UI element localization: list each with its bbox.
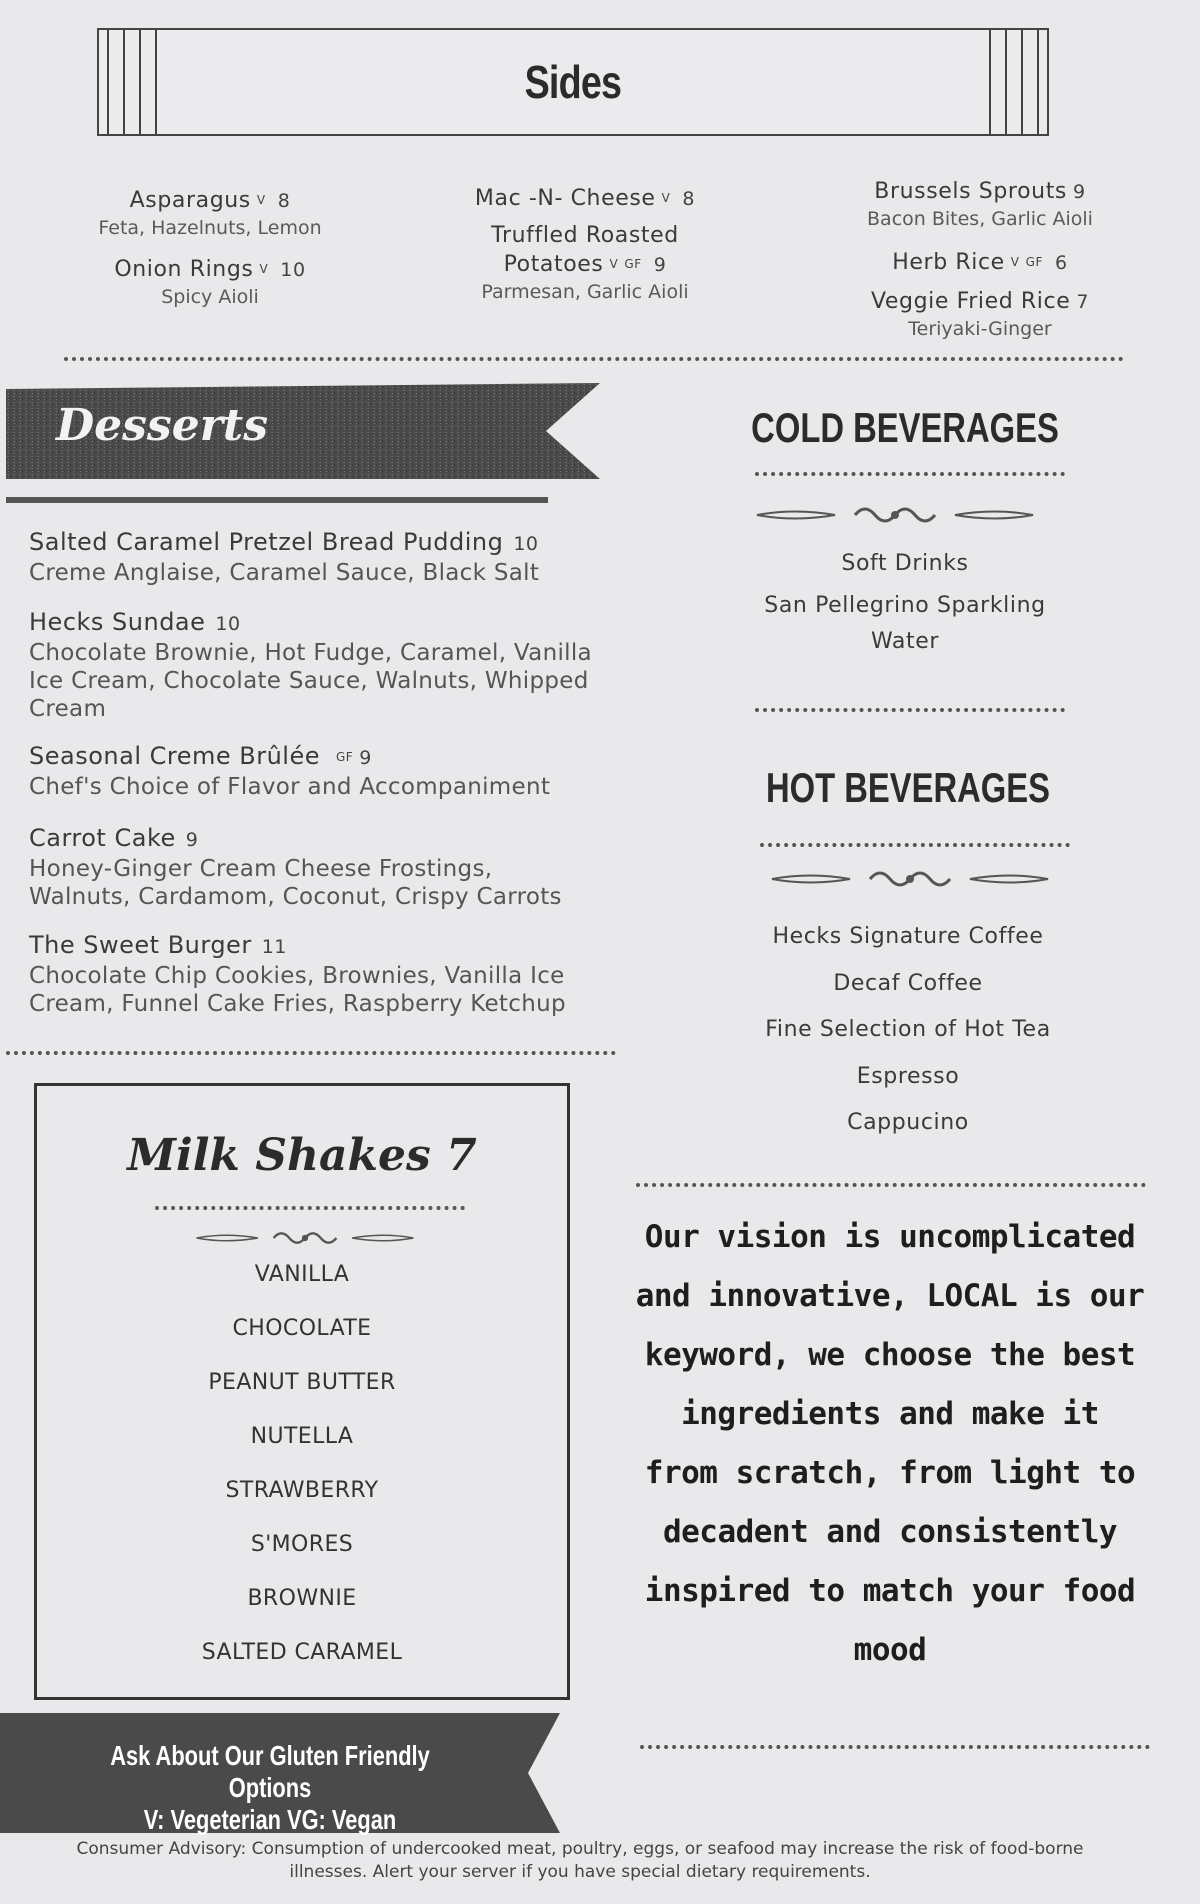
hot-beverages-title: HOT BEVERAGES [766,764,1050,811]
dessert-item-bread-pudding: Salted Caramel Pretzel Bread Pudding 10 Creme Anglaise, Caramel Sauce, Black Salt [29,528,540,586]
bev-item-cappucino: Cappucino [847,1110,969,1135]
divider-dotted [760,843,1070,847]
vision-statement: Our vision is uncomplicated and innovative, LOCAL is our keyword, we choose the best ingredients and make it from scratch, from light to decadent and consistently inspired to match your food mood [635,1219,1145,1668]
divider-dotted [6,1051,616,1055]
banner-stripes-left [107,30,157,134]
milk-shakes-title: Milk Shakes 7 [127,1130,477,1181]
divider-dotted [155,1206,465,1210]
side-item-herb-rice: Herb Rice V GF 6 [892,250,1068,275]
shake-item: VANILLA [254,1262,350,1287]
shake-item: CHOCOLATE [232,1316,372,1341]
dessert-item-creme-brulee: Seasonal Creme Brûlée GF 9 Chef's Choice of Flavor and Accompaniment [29,742,551,800]
divider-dotted [755,708,1065,712]
side-item-truffled-potatoes: Truffled Roasted Potatoes V GF 9 Parmesan, Garlic Aioli [481,223,689,303]
side-item-onion-rings: Onion Rings V 10 Spicy Aioli [114,257,306,308]
shake-item: SALTED CARAMEL [201,1640,403,1665]
shake-item: PEANUT BUTTER [208,1370,396,1395]
side-item-asparagus: Asparagus V 8 Feta, Hazelnuts, Lemon [98,188,322,239]
sides-banner [97,28,1049,136]
side-item-mac-n-cheese: Mac -N- Cheese V 8 [474,186,696,211]
gluten-banner-text: Ask About Our Gluten Friendly Options V: Vegeterian VG: Vegan [110,1740,430,1835]
shake-item: BROWNIE [247,1586,357,1611]
flourish-ornament-icon [770,862,1050,896]
consumer-advisory: Consumer Advisory: Consumption of undercooked meat, poultry, eggs, or seafood may increase the risk of food-borne illnesses. Alert your server if you have special dietary requirements. [76,1839,1084,1882]
divider-dotted [64,357,1124,361]
bev-item-espresso: Espresso [856,1064,960,1089]
bev-item-san-pellegrino: San Pellegrino Sparkling [764,593,1046,618]
side-item-brussels-sprouts: Brussels Sprouts 9 Bacon Bites, Garlic Aioli [867,179,1093,230]
bev-item-hot-tea: Fine Selection of Hot Tea [765,1017,1051,1042]
banner-stripes-right [989,30,1039,134]
bev-item-signature-coffee: Hecks Signature Coffee [772,924,1044,949]
bev-item-decaf-coffee: Decaf Coffee [833,971,983,996]
side-item-veggie-fried-rice: Veggie Fried Rice 7 Teriyaki-Ginger [870,289,1090,340]
flourish-ornament-icon [195,1224,415,1252]
sides-title: Sides [524,56,622,108]
desserts-title: Desserts [56,400,268,451]
bev-item-soft-drinks: Soft Drinks [841,551,969,576]
cold-beverages-title: COLD BEVERAGES [751,404,1059,451]
dessert-item-sweet-burger: The Sweet Burger 11 Chocolate Chip Cookies, Brownies, Vanilla Ice Cream, Funnel Cake Fries, Raspberry Ketchup [29,931,566,1017]
divider-dotted [636,1183,1146,1187]
divider-dotted [640,1745,1150,1749]
bev-item-water: Water [870,629,940,654]
shake-item: S'MORES [250,1532,354,1557]
desserts-underline [6,497,548,503]
shake-item: STRAWBERRY [225,1478,379,1503]
flourish-ornament-icon [755,498,1035,532]
divider-dotted [755,472,1065,476]
dessert-item-carrot-cake: Carrot Cake 9 Honey-Ginger Cream Cheese Frostings, Walnuts, Cardamom, Coconut, Crispy Carrots [29,824,562,910]
shake-item: NUTELLA [250,1424,354,1449]
milk-shakes-box [34,1083,570,1700]
dessert-item-hecks-sundae: Hecks Sundae 10 Chocolate Brownie, Hot Fudge, Caramel, Vanilla Ice Cream, Chocolate Sauce, Walnuts, Whipped Cream [29,608,592,722]
